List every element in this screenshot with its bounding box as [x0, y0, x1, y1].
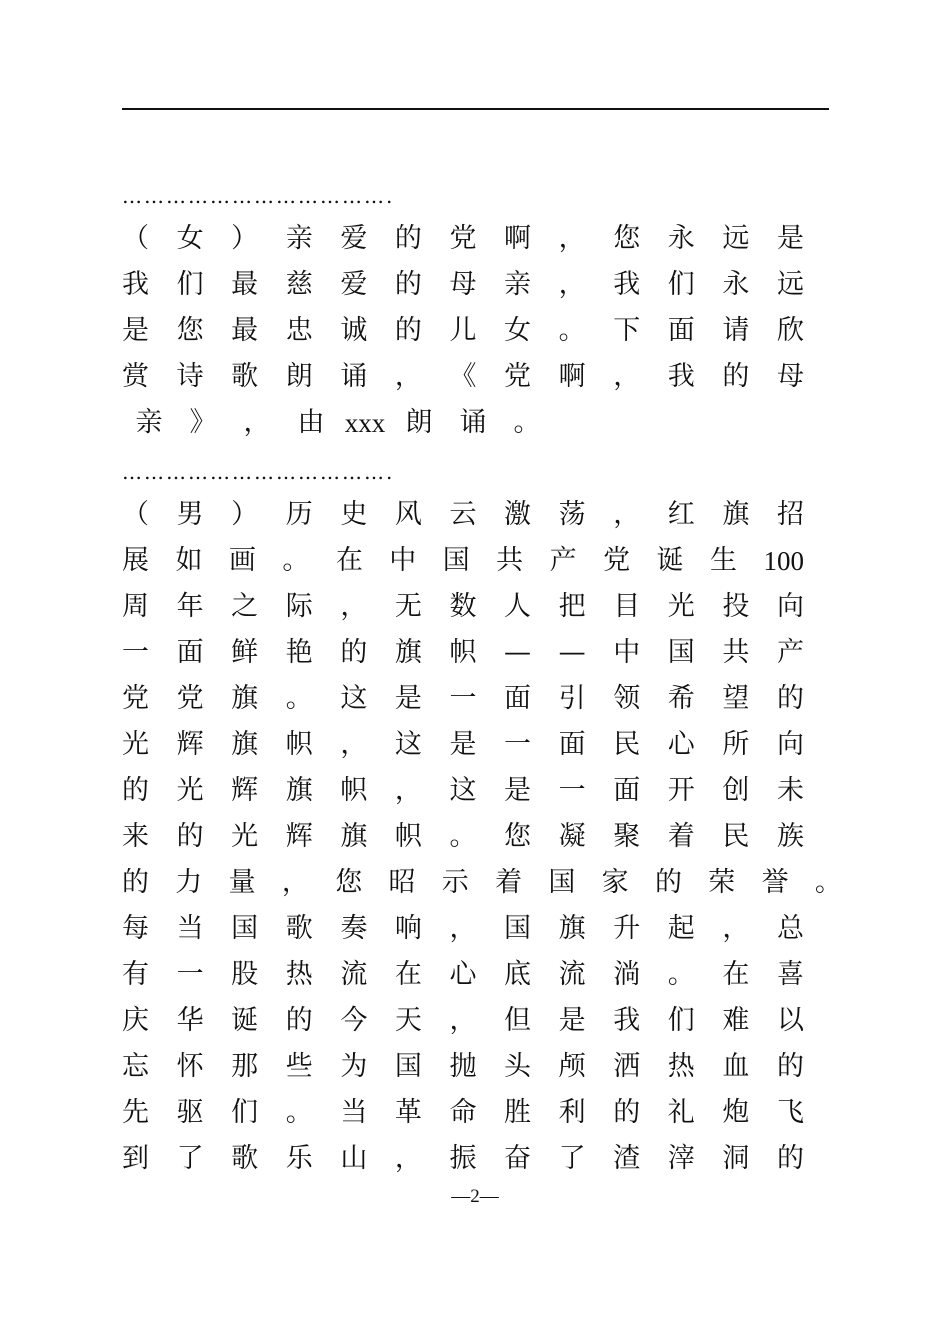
text-line: 每 当 国 歌 奏 响 ， 国 旗 升 起 ， 总 — [122, 913, 804, 944]
text-line: 庆 华 诞 的 今 天 ， 但 是 我 们 难 以 — [122, 1005, 804, 1036]
dotted-separator: ………………………………. — [122, 184, 395, 208]
text-line: （ 男 ） 历 史 风 云 激 荡 ， 红 旗 招 — [122, 499, 804, 530]
text-line: 到 了 歌 乐 山 ， 振 奋 了 渣 滓 洞 的 — [122, 1143, 804, 1174]
text-line: 党 党 旗 。 这 是 一 面 引 领 希 望 的 — [122, 683, 804, 714]
text-line: 光 辉 旗 帜 ， 这 是 一 面 民 心 所 向 — [122, 729, 804, 760]
text-line: 先 驱 们 。 当 革 命 胜 利 的 礼 炮 飞 — [122, 1097, 804, 1128]
text-line: 是 您 最 忠 诚 的 儿 女 。 下 面 请 欣 — [122, 315, 804, 346]
text-line: 来 的 光 辉 旗 帜 。 您 凝 聚 着 民 族 — [122, 821, 804, 852]
text-line: （ 女 ） 亲 爱 的 党 啊 ， 您 永 远 是 — [122, 223, 804, 254]
text-line: 的 光 辉 旗 帜 ， 这 是 一 面 开 创 未 — [122, 775, 804, 806]
header-rule — [122, 108, 829, 110]
text-line: 亲 》 ， 由 xxx 朗 诵 。 — [135, 407, 541, 438]
text-line: 赏 诗 歌 朗 诵 ， 《 党 啊 ， 我 的 母 — [122, 361, 804, 392]
text-line: 我 们 最 慈 爱 的 母 亲 ， 我 们 永 远 — [122, 269, 804, 300]
paragraph-male-narrator — [122, 492, 842, 1182]
text-line: 周 年 之 际 ， 无 数 人 把 目 光 投 向 — [122, 591, 804, 622]
text-line: 有 一 股 热 流 在 心 底 流 淌 。 在 喜 — [122, 959, 804, 990]
text-line: 一 面 鲜 艳 的 旗 帜 — — 中 国 共 产 — [122, 637, 804, 668]
page-number: —2— — [451, 1186, 499, 1207]
dotted-separator: ………………………………. — [122, 460, 395, 484]
text-line: 忘 怀 那 些 为 国 抛 头 颅 洒 热 血 的 — [122, 1051, 804, 1082]
paragraph-female-narrator — [122, 216, 842, 446]
text-line: 的 力 量 ， 您 昭 示 着 国 家 的 荣 誉 。 — [122, 867, 842, 898]
text-line: 展 如 画 。 在 中 国 共 产 党 诞 生 100 — [122, 545, 804, 576]
